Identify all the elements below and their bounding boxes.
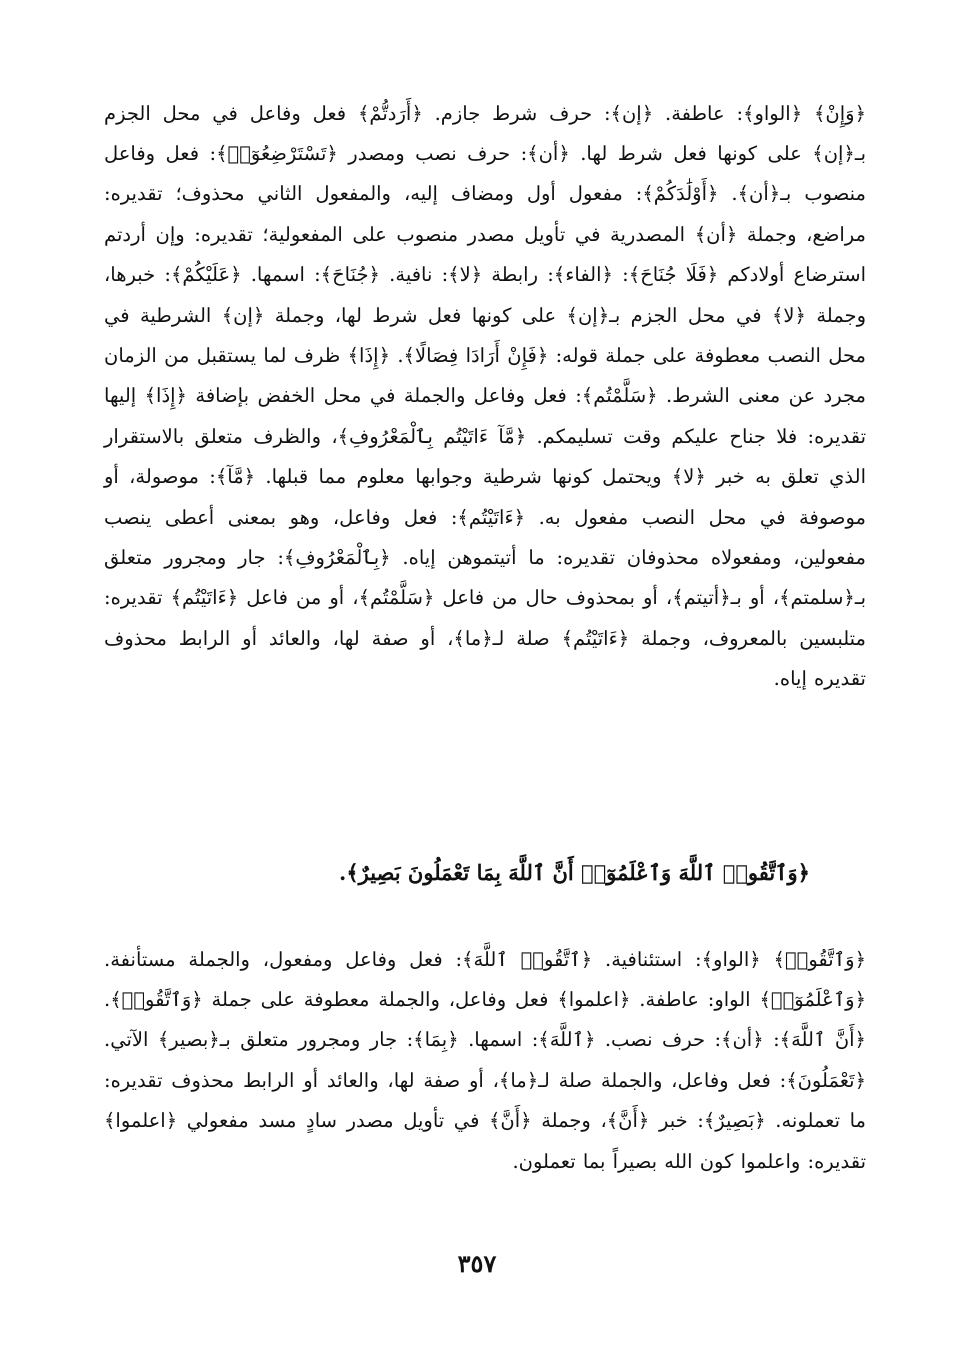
page-number: ٣٥٧ [457, 1249, 497, 1278]
commentary-paragraph-2: ﴿وَٱتَّقُوا۟﴾ ﴿الواو﴾: استئنافية. ﴿ٱتَّقُوا۟ ٱللَّهَ﴾: فعل وفاعل ومفعول، والجملة مستأنفة. ﴿وَٱعْلَمُوٓا۟﴾ الواو: عاطفة. ﴿اعلموا﴾ فعل وفاعل، والجملة معطوفة على جملة ﴿وَٱتَّقُوا۟﴾. ﴿أَنَّ ٱللَّهَ﴾: ﴿أن﴾: حرف نصب. ﴿ٱللَّهَ﴾: اسمها. ﴿بِمَا﴾: جار ومجرور متعلق بـ﴿بصير﴾ الآتي. ﴿تَعْمَلُونَ﴾: فعل وفاعل، والجملة صلة لـ﴿ما﴾، أو صفة لها، والعائد أو الرابط محذوف تقديره: ما تعملونه. ﴿بَصِيرٌ﴾: خبر ﴿أَنَّ﴾، وجملة ﴿أَنَّ﴾ في تأويل مصدر سادٍ مسد مفعولي ﴿اعلموا﴾ تقديره: واعلموا كون الله بصيراً بما تعملون. [104, 947, 866, 1173]
verse-heading: ﴿وَٱتَّقُوا۟ ٱللَّهَ وَٱعْلَمُوٓا۟ أَنَّ ٱللَّهَ بِمَا تَعْمَلُونَ بَصِيرٌ﴾. [339, 860, 810, 885]
commentary-paragraph-1: ﴿وَإِنْ﴾ ﴿الواو﴾: عاطفة. ﴿إن﴾: حرف شرط جازم. ﴿أَرَدتُّمْ﴾ فعل وفاعل في محل الجزم بـ﴿إن﴾ على كونها فعل شرط لها. ﴿أن﴾: حرف نصب ومصدر ﴿تَسْتَرْضِعُوٓا۟﴾: فعل وفاعل منصوب بـ﴿أن﴾. ﴿أَوْلَٰدَكُمْ﴾: مفعول أول ومضاف إليه، والمفعول الثاني محذوف؛ تقديره: مراضع، وجملة ﴿أن﴾ المصدرية في تأويل مصدر منصوب على المفعولية؛ تقديره: وإن أردتم استرضاع أولادكم ﴿فَلَا جُنَاحَ﴾: ﴿الفاء﴾: رابطة ﴿لا﴾: نافية. ﴿جُنَاحَ﴾: اسمها. ﴿عَلَيْكُمْ﴾: خبرها، وجملة ﴿لا﴾ في محل الجزم بـ﴿إن﴾ على كونها فعل شرط لها، وجملة ﴿إن﴾ الشرطية في محل النصب معطوفة على جملة قوله: ﴿فَإِنْ أَرَادَا فِصَالًا﴾. ﴿إِذَا﴾ ظرف لما يستقبل من الزمان مجرد عن معنى الشرط. ﴿سَلَّمْتُم﴾: فعل وفاعل والجملة في محل الخفض بإضافة ﴿إِذَا﴾ إليها تقديره: فلا جناح عليكم وقت تسليمكم. ﴿مَّآ ءَاتَيْتُم بِٱلْمَعْرُوفِ﴾، والظرف متعلق بالاستقرار الذي تعلق به خبر ﴿لا﴾ ويحتمل كونها شرطية وجوابها معلوم مما قبلها. ﴿مَّآ﴾: موصولة، أو موصوفة في محل النصب مفعول به. ﴿ءَاتَيْتُم﴾: فعل وفاعل، وهو بمعنى أعطى ينصب مفعولين، ومفعولاه محذوفان تقديره: ما أتيتموهن إياه. ﴿بِٱلْمَعْرُوفِ﴾: جار ومجرور متعلق بـ﴿سلمتم﴾، أو بـ﴿أتيتم﴾، أو بمحذوف حال من فاعل ﴿سَلَّمْتُم﴾، أو من فاعل ﴿ءَاتَيْتُم﴾ تقديره: متلبسين بالمعروف، وجملة ﴿ءَاتَيْتُم﴾ صلة لـ﴿ما﴾، أو صفة لها، والعائد أو الرابط محذوف تقديره إياه. [104, 101, 866, 691]
